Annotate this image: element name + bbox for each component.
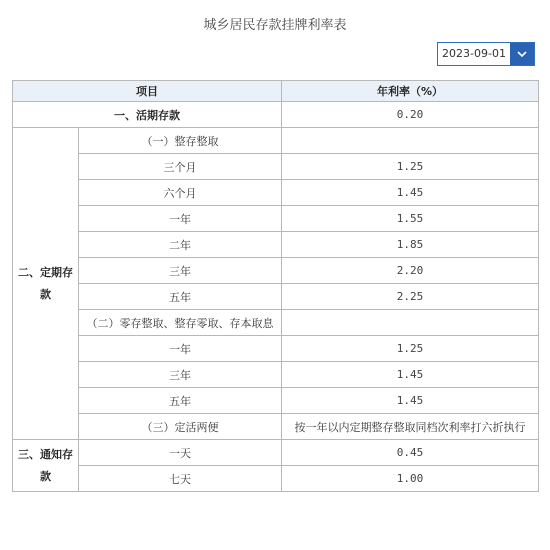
table-row: [13, 466, 539, 492]
page-title: 城乡居民存款挂牌利率表: [203, 18, 347, 33]
rate-cell: 1.85: [282, 232, 539, 258]
term-cell: 三年: [79, 258, 282, 284]
table-row: [13, 388, 539, 414]
table-row: [13, 180, 539, 206]
term-cell: 一年: [79, 336, 282, 362]
demand-rate: 0.20: [282, 102, 539, 128]
term-cell: 六个月: [79, 180, 282, 206]
rate-cell: 1.25: [282, 154, 539, 180]
term-cell: 五年: [79, 284, 282, 310]
table-header-row: [13, 81, 539, 102]
table-row: [13, 440, 539, 466]
table-row: [13, 102, 539, 128]
date-dropdown-button[interactable]: [510, 43, 534, 65]
date-value[interactable]: 2023-09-01: [442, 47, 506, 60]
rate-cell: 1.45: [282, 180, 539, 206]
rate-cell: 1.00: [282, 466, 539, 492]
demand-label: 一、活期存款: [13, 102, 282, 128]
term-cell: 三个月: [79, 154, 282, 180]
time-deposit-group-label: 二、定期存款: [13, 128, 79, 440]
notice-deposit-group-label: 三、通知存款: [13, 440, 79, 492]
table-row: [13, 336, 539, 362]
rate-cell: 2.25: [282, 284, 539, 310]
flexible-label: （三）定活两便: [79, 414, 282, 440]
rate-cell: 2.20: [282, 258, 539, 284]
table-row: [13, 128, 539, 154]
table-row: [13, 154, 539, 180]
table-row: [13, 258, 539, 284]
lump-rate-empty: [282, 128, 539, 154]
header-rate: 年利率（%）: [282, 81, 539, 102]
rate-cell: 1.55: [282, 206, 539, 232]
term-cell: 五年: [79, 388, 282, 414]
rate-cell: 1.45: [282, 362, 539, 388]
term-cell: 二年: [79, 232, 282, 258]
table-row: [13, 310, 539, 336]
chevron-down-icon: [517, 51, 527, 58]
installment-label: （二）零存整取、整存零取、存本取息: [79, 310, 282, 336]
flexible-rate: 按一年以内定期整存整取同档次利率打六折执行: [282, 414, 539, 440]
installment-rate-empty: [282, 310, 539, 336]
term-cell: 三年: [79, 362, 282, 388]
rate-cell: 1.45: [282, 388, 539, 414]
rates-table: [12, 80, 539, 492]
rate-cell: 1.25: [282, 336, 539, 362]
header-item: 项目: [13, 81, 282, 102]
lump-label: （一）整存整取: [79, 128, 282, 154]
table-row: [13, 284, 539, 310]
term-cell: 一天: [79, 440, 282, 466]
rate-cell: 0.45: [282, 440, 539, 466]
table-row: [13, 414, 539, 440]
term-cell: 一年: [79, 206, 282, 232]
table-row: [13, 362, 539, 388]
table-row: [13, 206, 539, 232]
term-cell: 七天: [79, 466, 282, 492]
table-row: [13, 232, 539, 258]
date-select[interactable]: [437, 42, 535, 66]
